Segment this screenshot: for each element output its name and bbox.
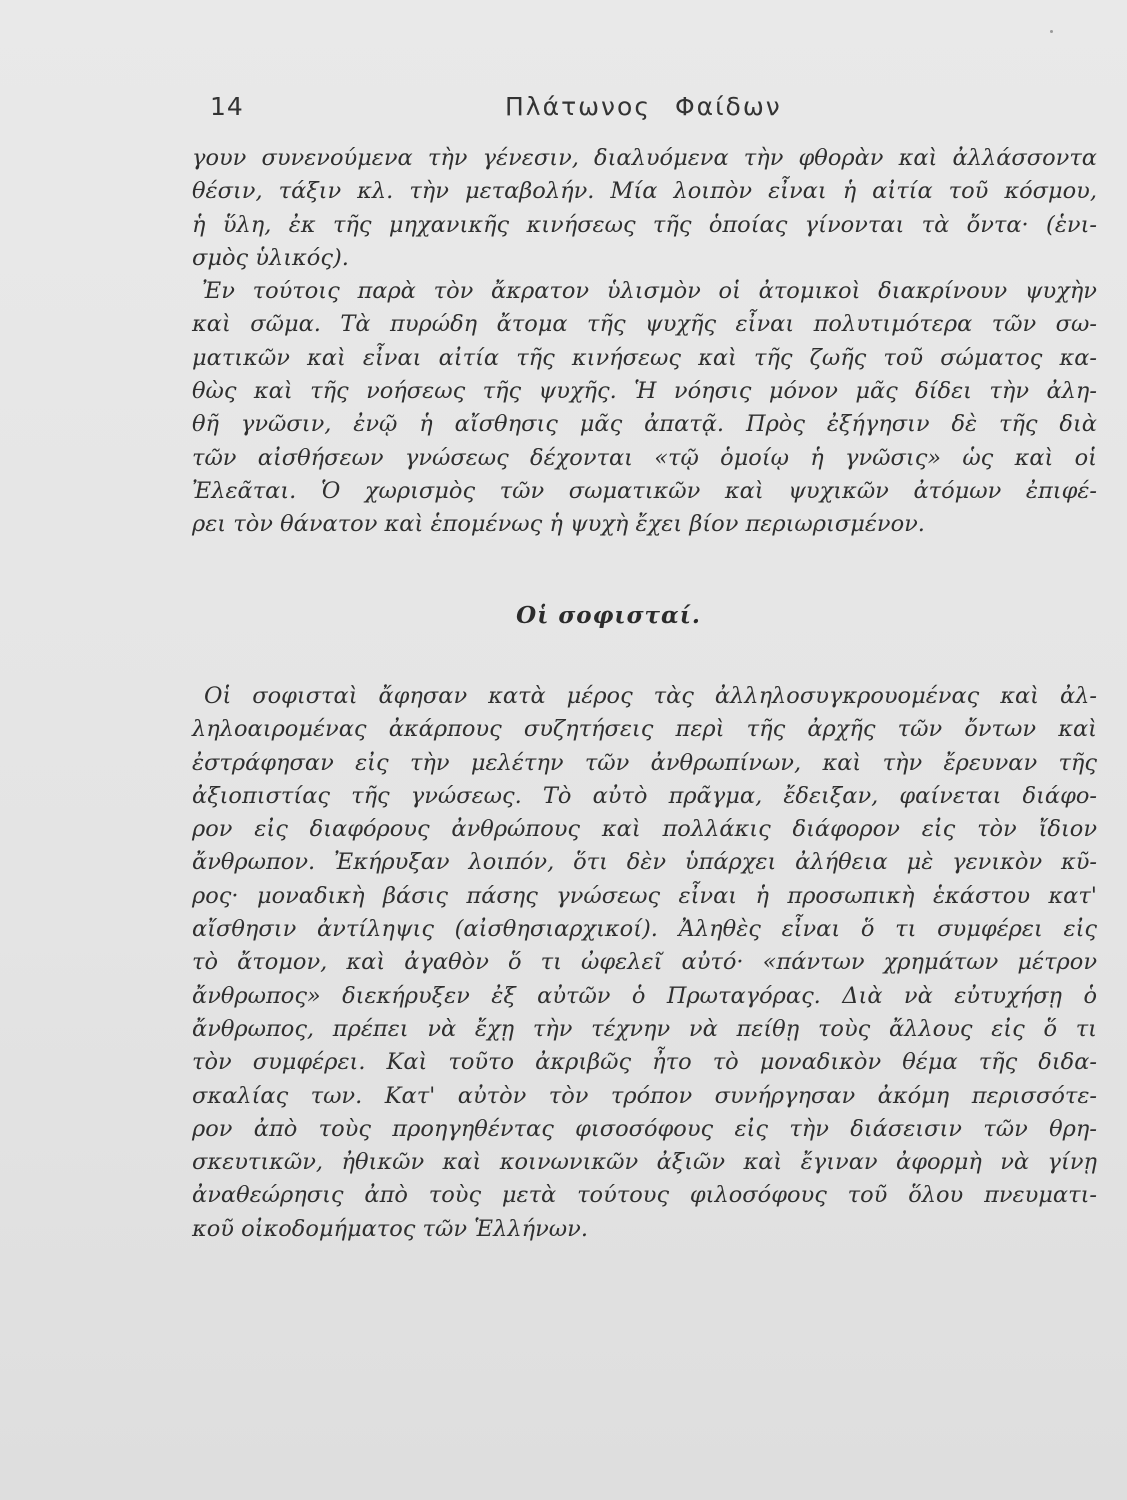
text-line: σκαλίας των. Κατ' αὐτὸν τὸν τρόπον συνήργησαν ἀκόμη περισσότε-: [192, 1082, 1097, 1109]
text-line: Ἐν τούτοις παρὰ τὸν ἄκρατον ὑλισμὸν οἱ ἀτομικοὶ διακρίνουν ψυχὴν: [202, 278, 1097, 305]
text-line: Οἱ σοφισταὶ ἄφησαν κατὰ μέρος τὰς ἀλληλοσυγκρουομένας καὶ ἀλ-: [204, 683, 1097, 709]
running-title: Πλάτωνος Φαίδων: [505, 92, 782, 121]
running-head: [210, 92, 1100, 132]
text-line: καὶ σῶμα. Τὰ πυρώδη ἄτομα τῆς ψυχῆς εἶναι πολυτιμότερα τῶν σω-: [192, 311, 1097, 338]
text-line: σμὸς ὑλικός).: [192, 244, 349, 271]
text-line: ρον εἰς διαφόρους ἀνθρώπους καὶ πολλάκις διάφορον εἰς τὸν ἴδιον: [192, 816, 1097, 843]
text-line: αἴσθησιν ἀντίληψις (αἰσθησιαρχικοί). Ἀληθὲς εἶναι ὅ τι συμφέρει εἰς: [192, 916, 1097, 943]
text-line: ρος· μοναδικὴ βάσις πάσης γνώσεως εἶναι ἡ προσωπικὴ ἑκάστου κατ': [192, 882, 1097, 909]
text-line: γουν συνενούμενα τὴν γένεσιν, διαλυόμενα τὴν φθορὰν καὶ ἀλλάσσοντα: [192, 145, 1097, 171]
text-line: ἀναθεώρησις ἀπὸ τοὺς μετὰ τούτους φιλοσόφους τοῦ ὅλου πνευματι-: [192, 1182, 1097, 1209]
text-line: τὸν συμφέρει. Καὶ τοῦτο ἀκριβῶς ἦτο τὸ μοναδικὸν θέμα τῆς διδα-: [192, 1049, 1097, 1076]
text-line: τῶν αἰσθήσεων γνώσεως δέχονται «τῷ ὁμοίῳ ἡ γνῶσις» ὡς καὶ οἱ: [192, 444, 1097, 471]
text-line: ἄνθρωπος, πρέπει νὰ ἔχῃ τὴν τέχνην νὰ πείθῃ τοὺς ἄλλους εἰς ὅ τι: [192, 1015, 1097, 1042]
text-line: θῆ γνῶσιν, ἐνῷ ἡ αἴσθησις μᾶς ἀπατᾷ. Πρὸς ἐξήγησιν δὲ τῆς διὰ: [192, 411, 1097, 438]
section-heading: Οἱ σοφισταί.: [516, 602, 701, 629]
text-line: τὸ ἄτομον, καὶ ἀγαθὸν ὅ τι ὠφελεῖ αὐτό· «πάντων χρημάτων μέτρον: [192, 949, 1097, 976]
text-line: ματικῶν καὶ εἶναι αἰτία τῆς κινήσεως καὶ τῆς ζωῆς τοῦ σώματος κα-: [192, 344, 1097, 371]
text-line: ἐστράφησαν εἰς τὴν μελέτην τῶν ἀνθρωπίνων, καὶ τὴν ἔρευναν τῆς: [192, 749, 1097, 776]
text-line: θέσιν, τάξιν κλ. τὴν μεταβολήν. Μία λοιπὸν εἶναι ἡ αἰτία τοῦ κόσμου,: [192, 178, 1097, 205]
text-line: ρον ἀπὸ τοὺς προηγηθέντας φισοσόφους εἰς τὴν διάσεισιν τῶν θρη-: [192, 1115, 1097, 1142]
text-line: ρει τὸν θάνατον καὶ ἑπομένως ἡ ψυχὴ ἔχει βίον περιωρισμένον.: [192, 511, 925, 538]
text-line: ἡ ὕλη, ἐκ τῆς μηχανικῆς κινήσεως τῆς ὁποίας γίνονται τὰ ὄντα· (ἑνι-: [192, 211, 1097, 238]
text-line: θὼς καὶ τῆς νοήσεως τῆς ψυχῆς. Ἡ νόησις μόνον μᾶς δίδει τὴν ἀλη-: [192, 378, 1097, 405]
paragraph-atomists: [192, 142, 1097, 542]
paragraph-sophists: [192, 680, 1097, 1246]
paper-speck: [1050, 30, 1053, 33]
text-line: ληλοαιρομένας ἀκάρπους συζητήσεις περὶ τῆς ἀρχῆς τῶν ὄντων καὶ: [192, 716, 1097, 743]
text-line: ἄνθρωπος» διεκήρυξεν ἐξ αὐτῶν ὁ Πρωταγόρας. Διὰ νὰ εὐτυχήσῃ ὁ: [192, 982, 1097, 1009]
text-line: ἀξιοπιστίας τῆς γνώσεως. Τὸ αὐτὸ πρᾶγμα, ἔδειξαν, φαίνεται διάφο-: [192, 782, 1097, 809]
text-line: ἄνθρωπον. Ἐκήρυξαν λοιπόν, ὅτι δὲν ὑπάρχει ἀλήθεια μὲ γενικὸν κῦ-: [192, 849, 1097, 876]
page-number: 14: [210, 92, 244, 121]
text-line: Ἐλεᾶται. Ὁ χωρισμὸς τῶν σωματικῶν καὶ ψυχικῶν ἀτόμων ἐπιφέ-: [192, 477, 1097, 504]
text-line: κοῦ οἰκοδομήματος τῶν Ἑλλήνων.: [192, 1215, 588, 1242]
text-line: σκευτικῶν, ἠθικῶν καὶ κοινωνικῶν ἀξιῶν καὶ ἔγιναν ἀφορμὴ νὰ γίνῃ: [192, 1149, 1097, 1176]
